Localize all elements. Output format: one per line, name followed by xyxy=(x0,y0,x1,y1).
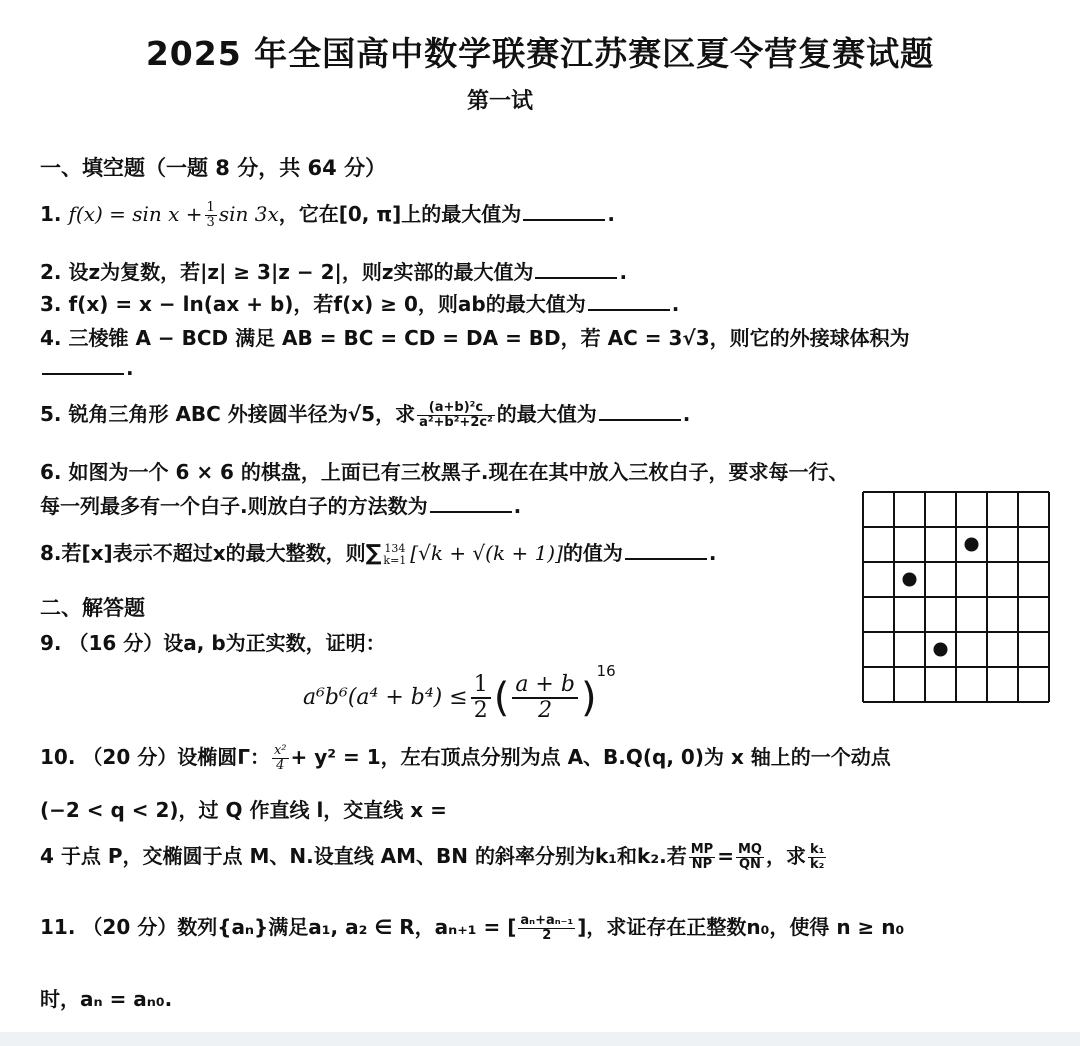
q6-number: 6. xyxy=(40,460,62,484)
q5-fraction: $\frac{\text{(a+b)²c}}{\text{a²+b²+2c²}}$ xyxy=(419,400,493,430)
q5-end: . xyxy=(682,402,691,426)
bottom-margin-band xyxy=(0,1032,1080,1046)
chessboard-figure xyxy=(862,491,1050,703)
sigma-symbol: ∑ xyxy=(365,541,382,566)
q10-line1b: + y² = 1，左右顶点分别为点 A、B.Q(q, 0)为 x 轴上的一个动点 xyxy=(290,745,891,769)
q8-post: 的值为 xyxy=(562,541,623,565)
question-4-blank-line xyxy=(40,356,134,380)
q2-text: 设z为复数，若|z| ≥ 3|z − 2|，则z实部的最大值为 xyxy=(68,260,534,284)
q2-end: . xyxy=(619,260,628,284)
q5-post: 的最大值为 xyxy=(496,402,597,426)
q10-ratio-k1-k2: $\frac{\text{k₁}}{\text{k₂}}$ xyxy=(809,842,825,872)
q11-line1a: （20 分）数列{aₙ}满足a₁, a₂ ∈ R，aₙ₊₁ = [ xyxy=(82,915,517,939)
q1-end: . xyxy=(607,202,615,226)
q3-text: f(x) = x − ln(ax + b)，若f(x) ≥ 0，则ab的最大值为 xyxy=(68,292,586,316)
black-stone xyxy=(965,538,979,552)
question-3 xyxy=(40,288,679,317)
q10-line3b: ，求 xyxy=(765,844,806,868)
q10-equals: = xyxy=(717,844,734,868)
q1-fraction: $\frac{1}{3}$ xyxy=(206,200,215,230)
q1-lhs: f(x) = sin x + xyxy=(68,202,203,226)
answer-blank xyxy=(625,557,707,560)
question-5 xyxy=(40,398,690,430)
q1-number: 1. xyxy=(40,202,62,226)
question-11-line-2: 时，aₙ = aₙ₀. xyxy=(40,987,173,1011)
chessboard-grid xyxy=(863,492,1049,702)
q6-end: . xyxy=(513,494,522,518)
q4-end: . xyxy=(126,356,134,380)
question-11-line-1 xyxy=(40,911,904,943)
question-4 xyxy=(40,322,910,351)
q5-pre: 锐角三角形 ABC 外接圆半径为√5，求 xyxy=(68,402,416,426)
page-subtitle: 第一试 xyxy=(466,89,533,114)
q8-sum-limits: 134 k=1 xyxy=(383,541,407,567)
question-10-line-3 xyxy=(40,840,828,872)
q4-text: 三棱锥 A − BCD 满足 AB = BC = CD = DA = BD，若 AC = 3√3，则它的外接球体积为 xyxy=(68,326,910,350)
answer-blank xyxy=(588,308,670,311)
q5-number: 5. xyxy=(40,402,62,426)
q10-line1a: （20 分）设椭圆Γ： xyxy=(82,745,270,769)
answer-blank xyxy=(42,372,124,375)
q11-number: 11. xyxy=(40,915,76,939)
question-6-line-2 xyxy=(40,490,521,519)
black-stone xyxy=(934,643,948,657)
q3-number: 3. xyxy=(40,292,62,316)
q6-line1: 如图为一个 6 × 6 的棋盘，上面已有三枚黑子.现在在其中放入三枚白子，要求每一行、 xyxy=(68,460,849,484)
q10-ratio-mp-np: $\frac{MP}{NP}$ xyxy=(690,842,714,872)
q8-end: . xyxy=(708,541,717,565)
answer-blank xyxy=(430,510,512,513)
q10-number: 10. xyxy=(40,745,76,769)
q9-inequality xyxy=(303,662,616,723)
q8-pre: 若[x]表示不超过x的最大整数，则 xyxy=(61,541,366,565)
q6-line2: 每一列最多有一个白子.则放白子的方法数为 xyxy=(40,494,428,518)
q11-line1b: ]，求证存在正整数n₀，使得 n ≥ n₀ xyxy=(577,915,905,939)
black-stone xyxy=(903,573,917,587)
question-9 xyxy=(40,627,386,656)
question-10-line-2: (−2 < q < 2)，过 Q 作直线 l，交直线 x = xyxy=(40,798,447,822)
right-paren: ) xyxy=(580,675,597,721)
q9-exponent: 16 xyxy=(596,662,616,680)
question-1 xyxy=(40,198,615,230)
q8-number: 8. xyxy=(40,541,62,565)
q1-function: sin 3x xyxy=(218,202,279,226)
q10-ellipse-fraction: $\frac{\text{x²}}{4}$ xyxy=(273,743,287,773)
section-answer: 二、解答题 xyxy=(40,596,145,620)
page-title: 2025 年全国高中数学联赛江苏赛区夏令营复赛试题 xyxy=(145,34,935,73)
section-fill-in: 一、填空题（一题 8 分，共 64 分） xyxy=(40,156,387,180)
q11-fraction: $\frac{\text{aₙ+aₙ₋₁}}{2}$ xyxy=(520,913,574,943)
q8-expression: [√k + √(k + 1)] xyxy=(410,541,563,565)
left-paren: ( xyxy=(493,675,510,721)
q9-half: $\frac{1}{2}$ xyxy=(471,673,491,723)
q10-ratio-mq-qn: $\frac{MQ}{QN}$ xyxy=(737,842,762,872)
q9-line1: （16 分）设a, b为正实数，证明： xyxy=(68,631,386,655)
q2-number: 2. xyxy=(40,260,62,284)
answer-blank xyxy=(535,276,617,279)
question-2 xyxy=(40,256,627,285)
q4-number: 4. xyxy=(40,326,62,350)
q3-end: . xyxy=(671,292,680,316)
q1-text: ，它在[0, π]上的最大值为 xyxy=(278,202,522,226)
question-6-line-1 xyxy=(40,456,849,485)
q10-line3a: 4 于点 P，交椭圆于点 M、N.设直线 AM、BN 的斜率分别为k₁和k₂.若 xyxy=(40,844,687,868)
question-10-line-1 xyxy=(40,741,891,773)
answer-blank xyxy=(523,218,605,221)
q9-lhs: a⁶b⁶(a⁴ + b⁴) ≤ xyxy=(303,685,468,710)
question-8 xyxy=(40,537,717,566)
q9-number: 9. xyxy=(40,631,62,655)
answer-blank xyxy=(599,418,681,421)
q9-mean: $\frac{a + b}{2}$ xyxy=(512,673,578,723)
